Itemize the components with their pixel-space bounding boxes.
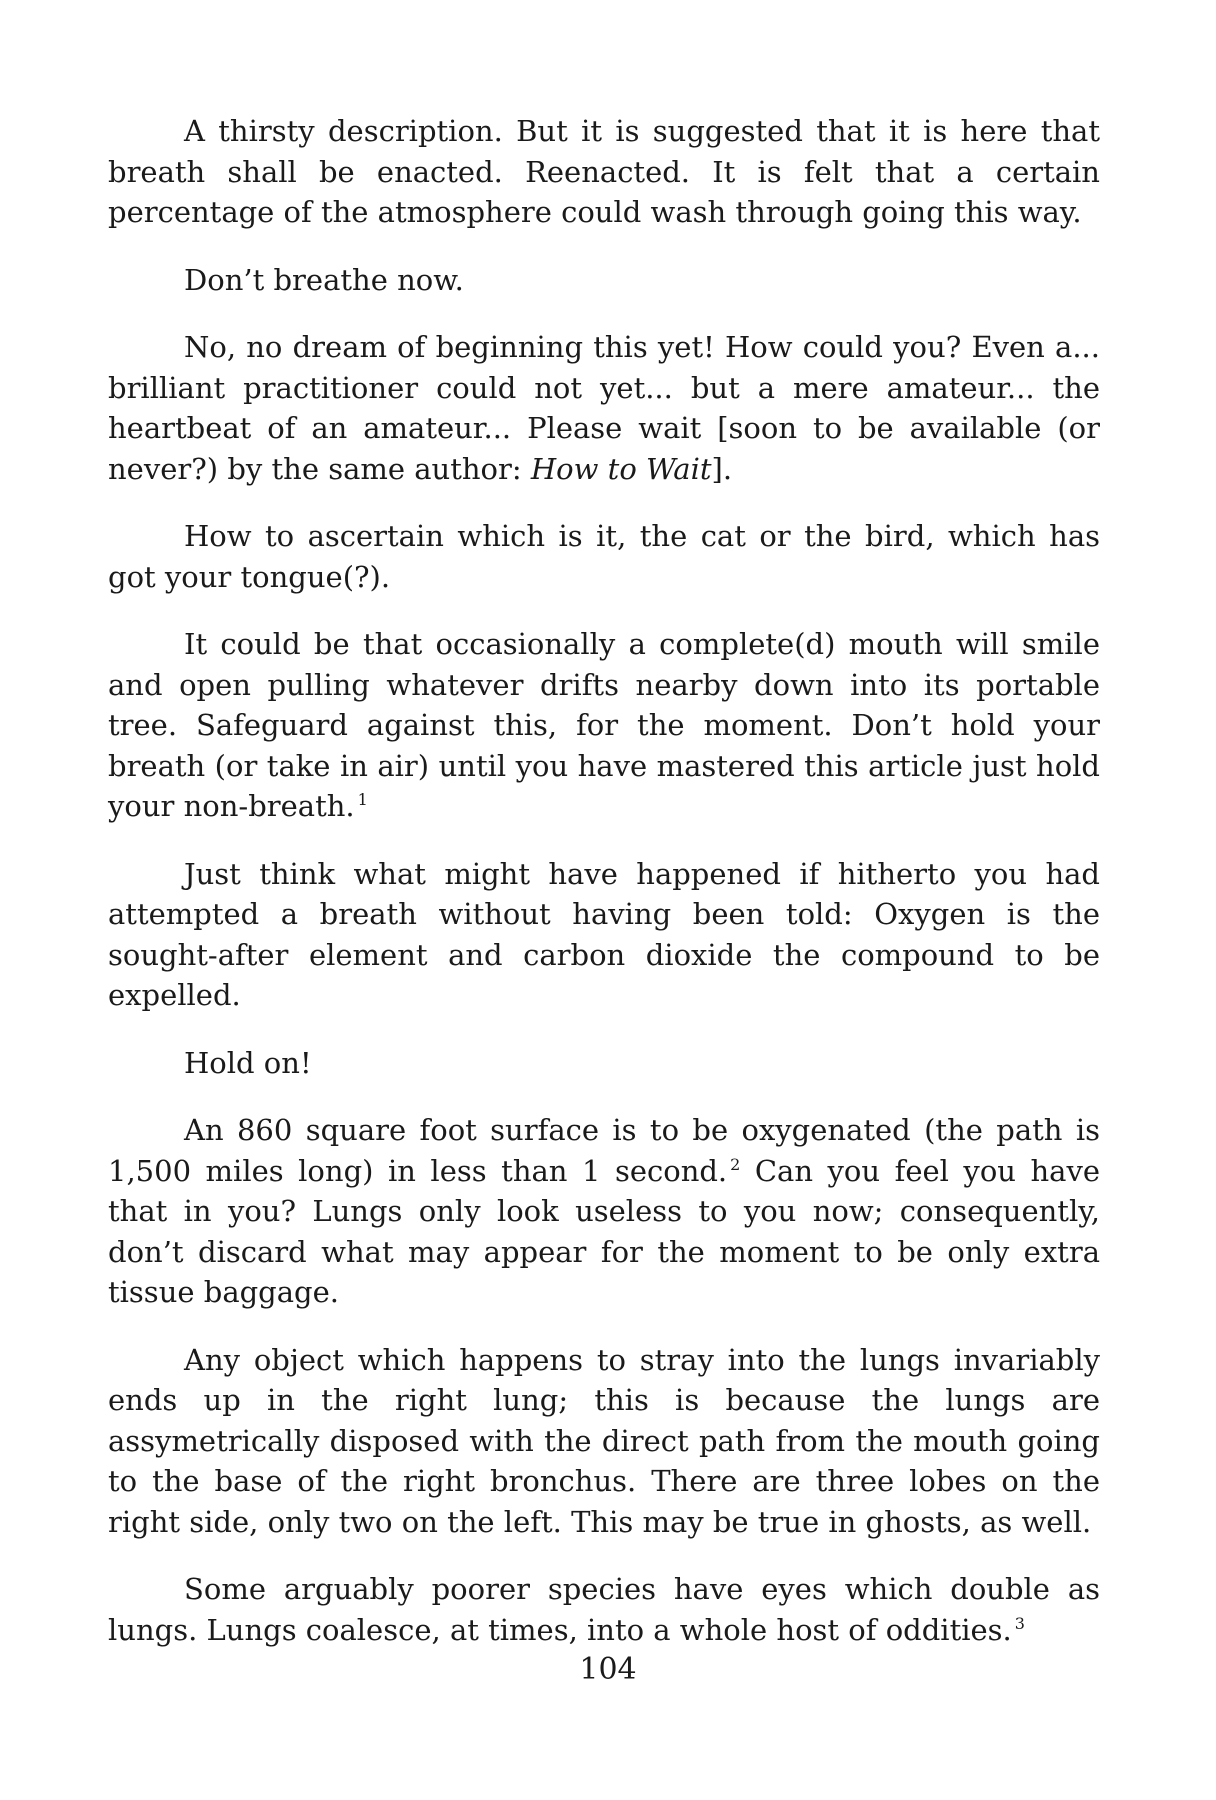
paragraph-text: Don’t breathe now. [184, 262, 464, 297]
paragraph-4 [108, 516, 1100, 597]
paragraph-7 [108, 1043, 1100, 1084]
paragraph-text: How to ascertain which is it, the cat or the bird, which has got your tongue(?). [108, 519, 1100, 594]
footnote-marker: 1 [357, 790, 368, 810]
paragraph-text: ]. [711, 451, 733, 486]
paragraph-text: An 860 square foot surface is to be oxygenated (the path is 1,500 miles long) in less than 1 second. [108, 1113, 1100, 1188]
paragraph-3 [108, 327, 1100, 489]
paragraph-5 [108, 624, 1100, 827]
page-number: 104 [579, 1652, 637, 1687]
footnote-marker: 2 [730, 1154, 741, 1174]
paragraph-text: Can you feel you have that in you? Lungs only look useless to you now; consequently, don’t discard what may appear for the moment to be only extra tissue baggage. [108, 1153, 1100, 1309]
paragraph-9 [108, 1340, 1100, 1543]
paragraph-1 [108, 111, 1100, 233]
paragraph-2 [108, 260, 1100, 301]
paragraph-6 [108, 854, 1100, 1016]
book-title-italic: How to Wait [530, 451, 712, 486]
paragraph-text: No, no dream of beginning this yet! How could you? Even a... brilliant practitioner could not yet... but a mere amateur... the heartbeat of an amateur... Please wait [soon to be available (or never?) by the same author: [108, 330, 1100, 486]
paragraph-text: Some arguably poorer species have eyes which double as lungs. Lungs coalesce, at times, into a whole host of oddities. [108, 1572, 1100, 1647]
paragraph-text: Just think what might have happened if hitherto you had attempted a breath without having been told: Oxygen is the sought-after element and carbon dioxide the compound to be expelled. [108, 856, 1100, 1012]
paragraph-text: Any object which happens to stray into the lungs invariably ends up in the right lung; this is because the lungs are assymetrically disposed with the direct path from the mouth going to the base of the right bronchus. There are three lobes on the right side, only two on the left. This may be true in ghosts, as well. [108, 1342, 1100, 1539]
paragraph-text: A thirsty description. But it is suggested that it is here that breath shall be enacted. Reenacted. It is felt that a certain percentage of the atmosphere could wash through going this way. [108, 114, 1100, 229]
footnote-marker: 3 [1014, 1613, 1025, 1633]
paragraph-8 [108, 1110, 1100, 1313]
paragraph-text: It could be that occasionally a complete(d) mouth will smile and open pulling whatever drifts nearby down into its portable tree. Safeguard against this, for the moment. Don’t hold your breath (or take in air) until you have mastered this article just hold your non-breath. [108, 627, 1100, 823]
paragraph-text: Hold on! [184, 1045, 312, 1080]
body-text [108, 111, 1100, 1677]
paragraph-10 [108, 1569, 1100, 1650]
